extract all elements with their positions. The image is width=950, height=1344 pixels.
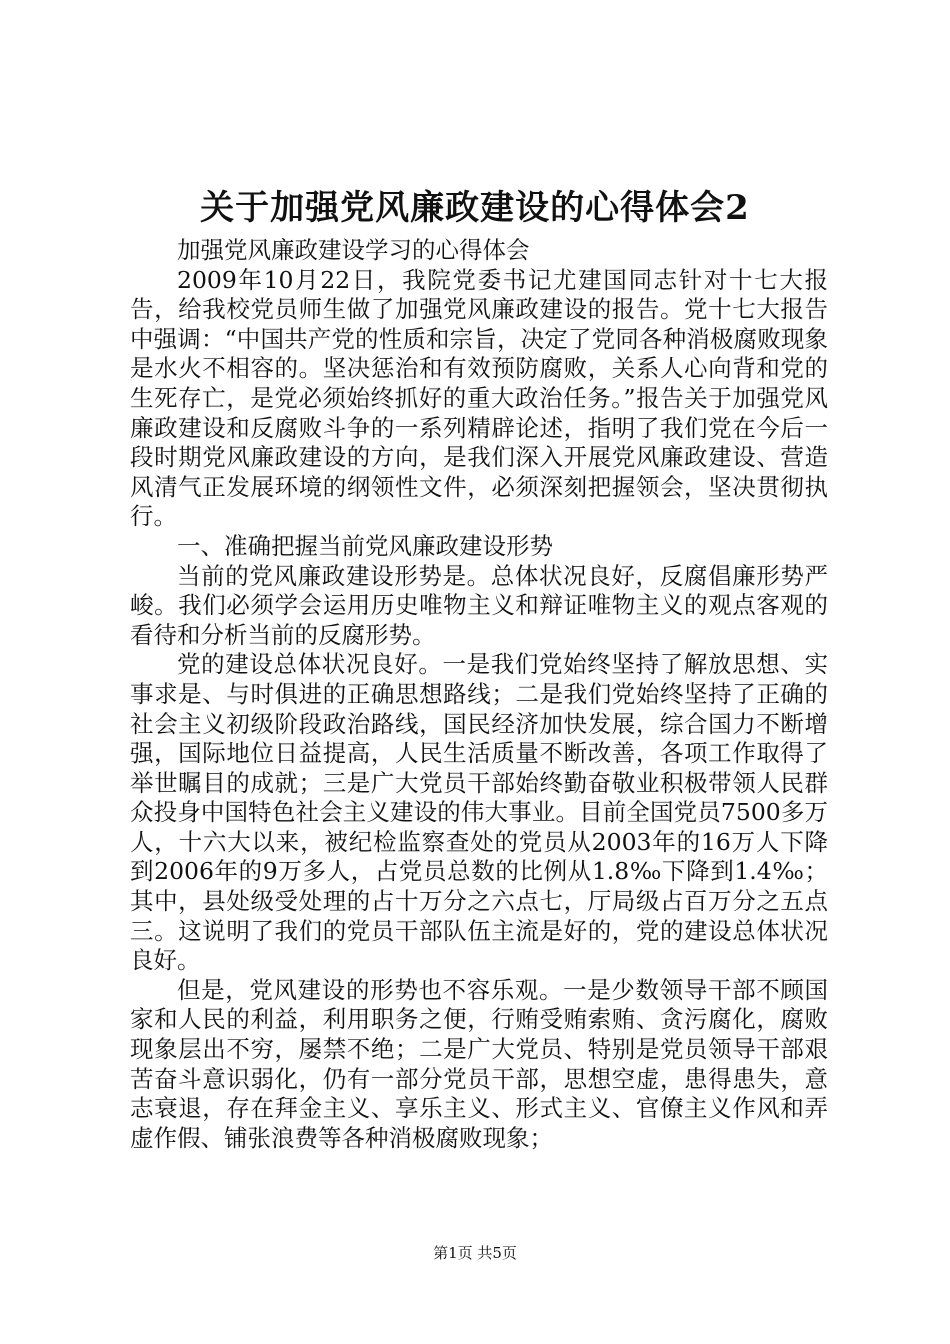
section-heading: 一、准确把握当前党风廉政建设形势: [177, 531, 553, 560]
body-paragraph: 党的建设总体状况良好。一是我们党始终坚持了解放思想、实事求是、与时俱进的正确思想路线；二是我们党始终坚持了正确的社会主义初级阶段政治路线，国民经济加快发展，综合国力不断增强，国际地位日益提高，人民生活质量不断改善，各项工作取得了举世瞩目的成就；三是广大党员干部始终勤奋敬业积极带领人民群众投身中国特色社会主义建设的伟大事业。目前全国党员7500多万人，十六大以来，被纪检监察查处的党员从2003年的16万人下降到2006年的9万多人，占党员总数的比例从1.8‰下降到1.4‰；其中，县处级受处理的占十万分之六点七，厅局级占百万分之五点三。这说明了我们的党员干部队伍主流是好的，党的建设总体状况良好。: [130, 650, 828, 975]
body-paragraph: 但是，党风建设的形势也不容乐观。一是少数领导干部不顾国家和人民的利益，利用职务之便，行贿受贿索贿、贪污腐化，腐败现象层出不穷，屡禁不绝；二是广大党员、特别是党员领导干部艰苦奋斗意识弱化，仍有一部分党员干部，思想空虚，患得患失，意志衰退，存在拜金主义、享乐主义、形式主义、官僚主义作风和弄虚作假、铺张浪费等各种消极腐败现象；: [130, 975, 828, 1152]
body-paragraph: 当前的党风廉政建设形势是。总体状况良好，反腐倡廉形势严峻。我们必须学会运用历史唯物主义和辩证唯物主义的观点客观的看待和分析当前的反腐形势。: [130, 561, 828, 649]
document-title: 关于加强党风廉政建设的心得体会2: [200, 188, 750, 228]
page-footer: 第1页 共5页: [433, 1244, 517, 1262]
subtitle-paragraph: 加强党风廉政建设学习的心得体会: [177, 236, 530, 264]
body-paragraph: 2009年10月22日，我院党委书记尤建国同志针对十七大报告，给我校党员师生做了加强党风廉政建设的报告。党十七大报告中强调：“中国共产党的性质和宗旨，决定了党同各种消极腐败现象是水火不相容的。坚决惩治和有效预防腐败，关系人心向背和党的生死存亡，是党必须始终抓好的重大政治任务。”报告关于加强党风廉政建设和反腐败斗争的一系列精辟论述，指明了我们党在今后一段时期党风廉政建设的方向，是我们深入开展党风廉政建设、营造风清气正发展环境的纲领性文件，必须深刻把握领会，坚决贯彻执行。: [130, 265, 828, 531]
document-body: [130, 236, 828, 1153]
